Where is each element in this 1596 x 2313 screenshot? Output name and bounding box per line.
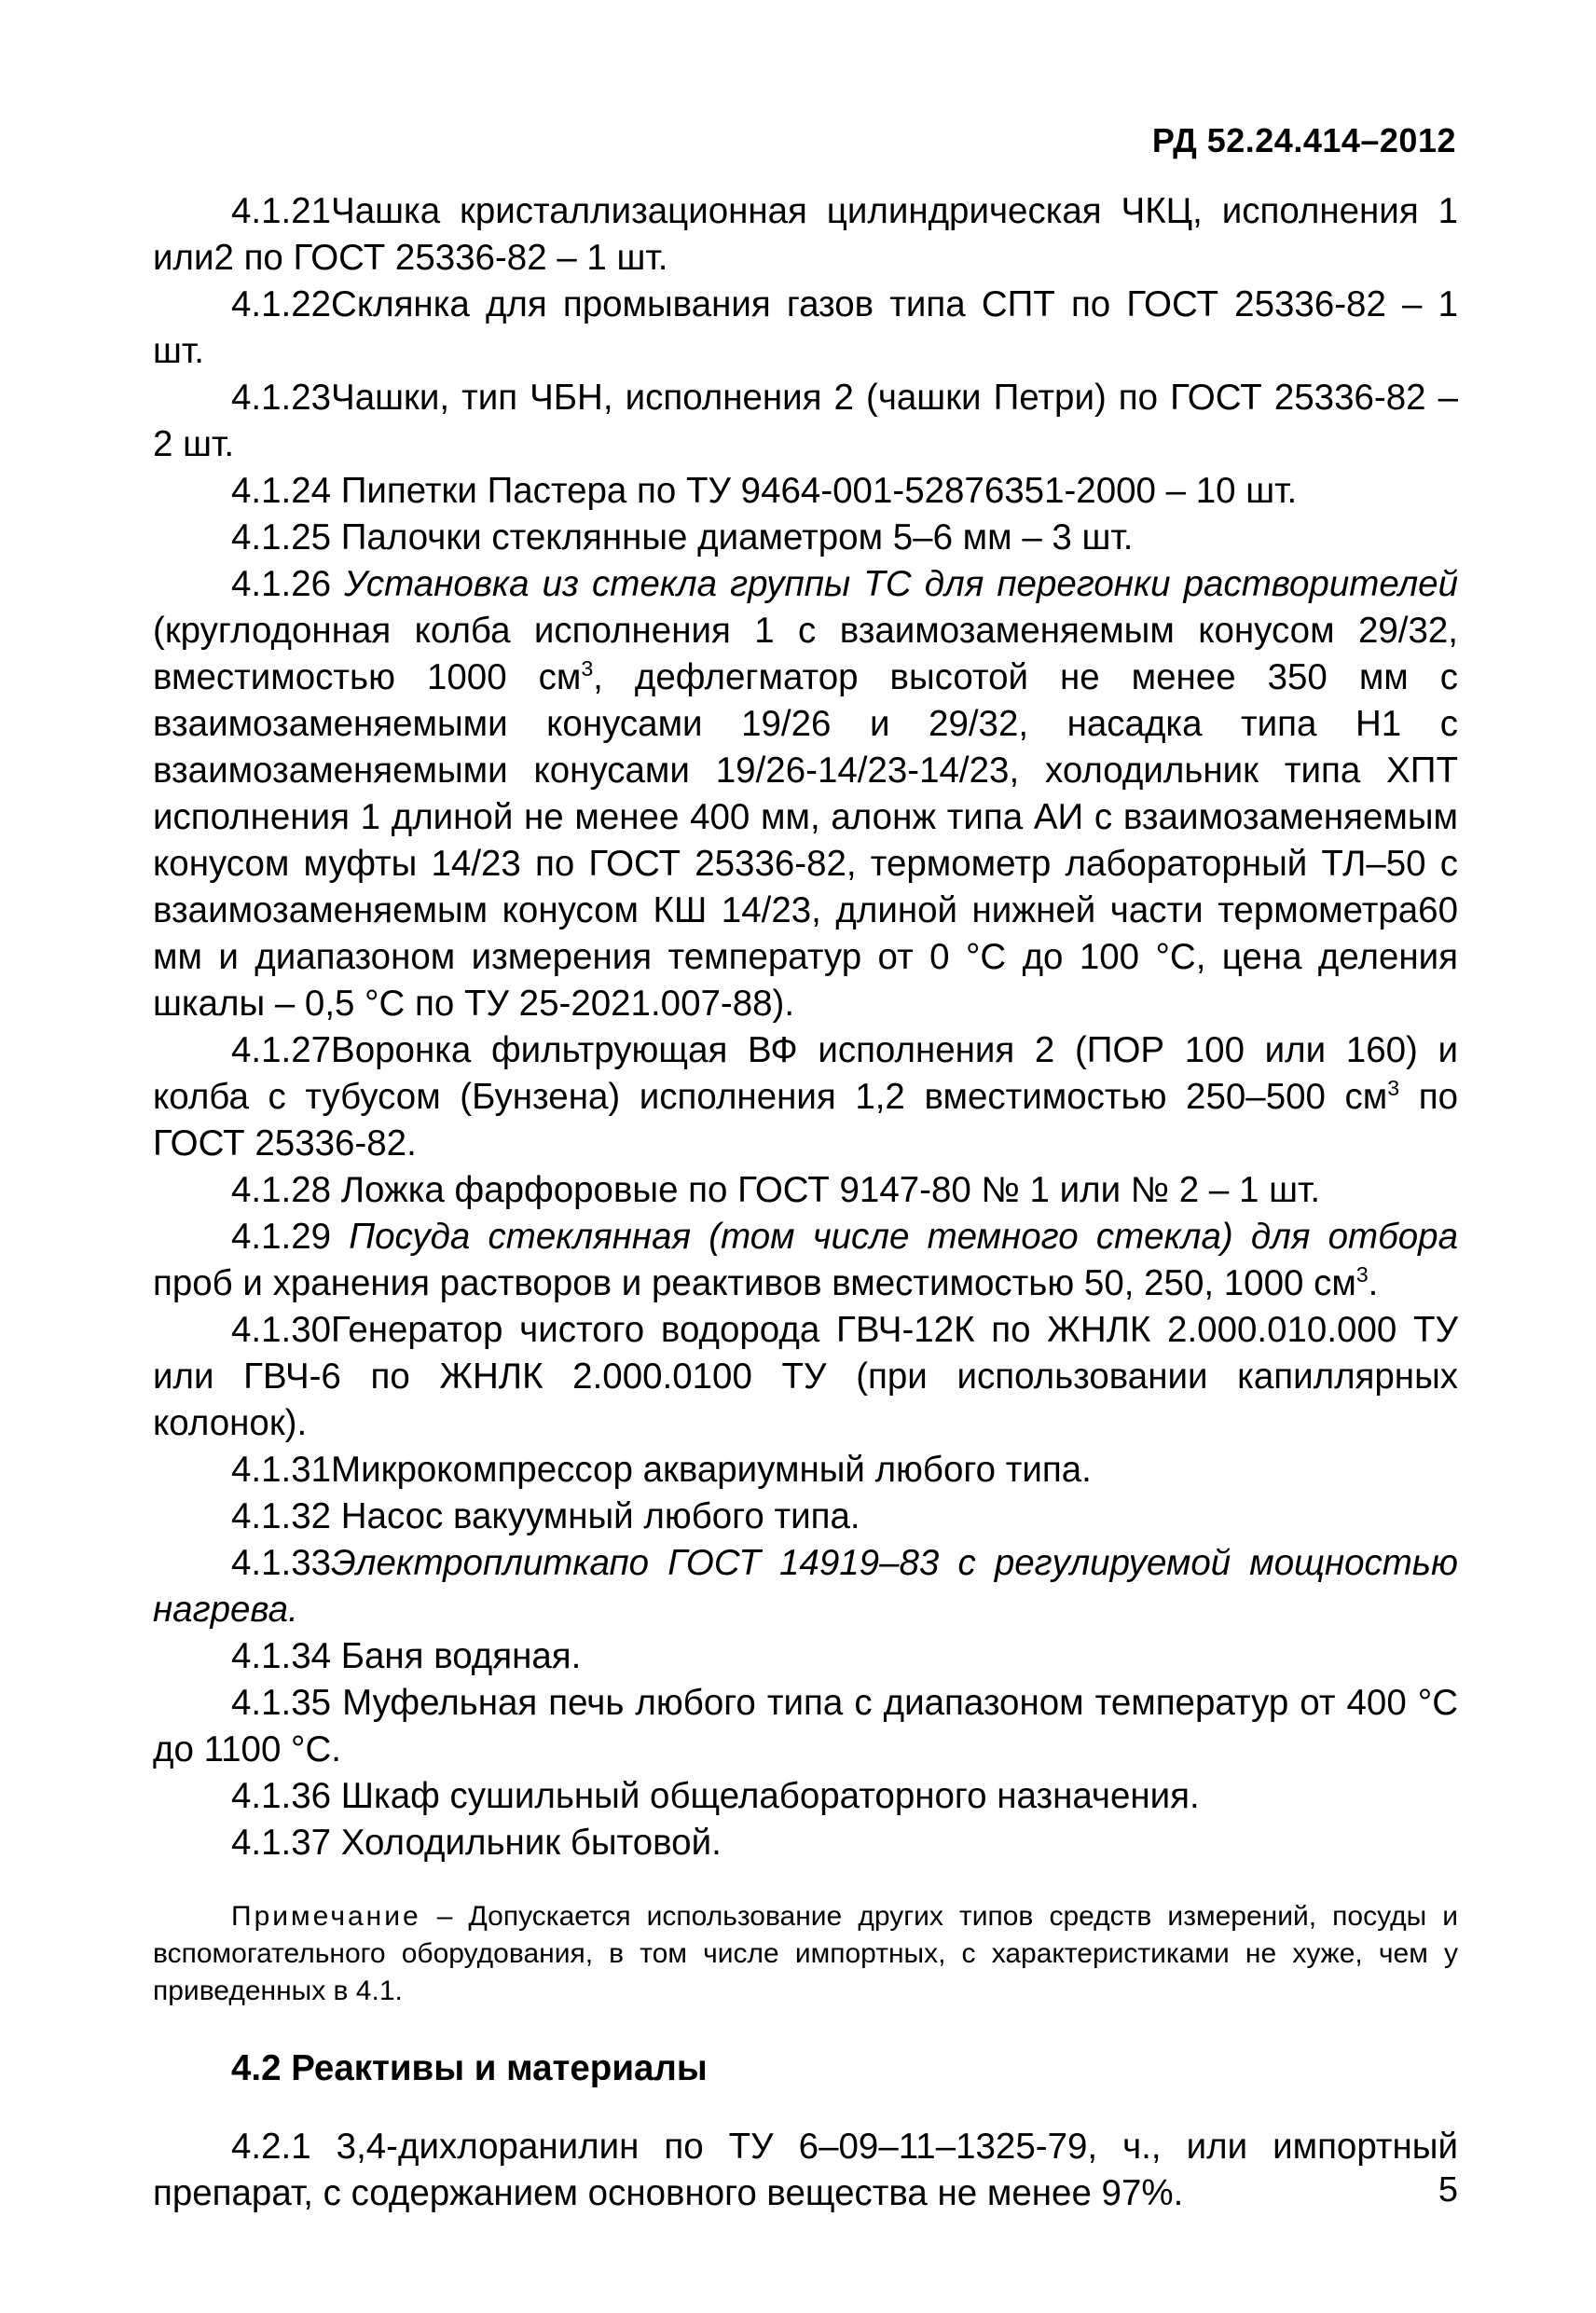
item-text-continued: , дефлегматор высотой не менее 350 мм с взаимозаменяемыми конусами 19/26 и 29/32, насадка типа Н1 с взаимозаменяемыми конусами 19/26-14/23-14/23, холодильник типа ХПТ исполнения 1 длиной не менее 400 мм, алонж типа АИ с взаимозаменяемым конусом муфты 14/23 по ГОСТ 25336-82, термометр лабораторный ТЛ–50 с взаимозаменяемым конусом КШ 14/23, длиной нижней части термометра60 мм и диапазоном измерения температур от 0 °С до 100 °С, цена деления шкалы – 0,5 °С по ТУ 25-2021.007-88). [153, 657, 1459, 1024]
superscript: 3 [1387, 1076, 1400, 1101]
document-code: РД 52.24.414–2012 [1151, 121, 1456, 159]
item-text: (круглодонная колба исполнения 1 с взаимозаменяемым конусом 29/32, вместимостью 1000 см [153, 611, 1458, 697]
item-text: 4.1.27Воронка фильтрующая ВФ исполнения 2 (ПОР 100 или 160) и колба с тубусом (Бунзена) исполнения 1,2 вместимостью 250–500 см [153, 1030, 1458, 1117]
list-item: 4.1.34 Баня водяная. [231, 1636, 582, 1676]
list-item [153, 1027, 1458, 1167]
list-item: 4.1.23Чашки, тип ЧБН, исполнения 2 (чашки Петри) по ГОСТ 25336-82 – 2 шт. [153, 378, 1458, 464]
list-item: 4.1.24 Пипетки Пастера по ТУ 9464-001-52876351-2000 – 10 шт. [231, 471, 1298, 511]
list-item [153, 1540, 1458, 1633]
list-item: 4.1.25 Палочки стеклянные диаметром 5–6 мм – 3 шт. [231, 517, 1134, 558]
page-number: 5 [1438, 2170, 1458, 2210]
item-italic-text: Электроплиткапо ГОСТ 14919–83 с регулируемой мощностью нагрева. [153, 1543, 1458, 1630]
list-item: 4.1.21Чашка кристаллизационная цилиндрическая ЧКЦ, исполнения 1 или2 по ГОСТ 25336-82 – 1 шт. [153, 191, 1458, 278]
note-label: Примечание [231, 1901, 421, 1932]
item-number: 4.1.26 [231, 564, 332, 604]
note-text: – Допускается использование других типов средств измерений, посуды и вспомогательного оборудования, в том числе импортных, с характеристиками не хуже, чем у приведенных в 4.1. [153, 1901, 1458, 2006]
item-number: 4.1.33 [231, 1543, 332, 1583]
item-text: проб и хранения растворов и реактивов вместимостью 50, 250, 1000 см [153, 1263, 1356, 1303]
item-italic-text: Посуда стеклянная (том числе темного стекла) для отбора [349, 1217, 1458, 1257]
item-number: 4.1.29 [231, 1217, 332, 1257]
list-item: 4.1.37 Холодильник бытовой. [231, 1823, 722, 1863]
list-item: 4.1.28 Ложка фарфоровые по ГОСТ 9147-80 № 1 или № 2 – 1 шт. [231, 1170, 1321, 1210]
list-item: 4.2.1 3,4-дихлоранилин по ТУ 6–09–11–1325-79, ч., или импортный препарат, с содержанием основного вещества не менее 97%. [153, 2127, 1458, 2213]
item-italic-text: Установка из стекла группы ТС для перегонки растворителей [344, 564, 1458, 604]
section-heading: 4.2 Реактивы и материалы [231, 2048, 708, 2088]
list-item: 4.1.30Генератор чистого водорода ГВЧ-12К по ЖНЛК 2.000.010.000 ТУ или ГВЧ-6 по ЖНЛК 2.000.0100 ТУ (при использовании капиллярных колонок). [153, 1310, 1458, 1443]
note-paragraph [153, 1898, 1458, 2010]
list-item: 4.1.32 Насос вакуумный любого типа. [231, 1496, 860, 1536]
list-item [153, 561, 1458, 1027]
list-item: 4.1.22Склянка для промывания газов типа СПТ по ГОСТ 25336-82 – 1 шт. [153, 284, 1458, 371]
item-text-continued: . [1368, 1263, 1379, 1303]
list-item [153, 1214, 1458, 1307]
list-item: 4.1.36 Шкаф сушильный общелабораторного назначения. [231, 1776, 1200, 1816]
list-item: 4.1.31Микрокомпрессор аквариумный любого типа. [231, 1450, 1092, 1490]
item-text-continued: по ГОСТ 25336-82. [153, 1077, 1458, 1163]
superscript: 3 [1355, 1262, 1369, 1287]
list-item: 4.1.35 Муфельная печь любого типа с диапазоном температур от 400 °С до 1100 °С. [153, 1683, 1458, 1769]
document-body [153, 188, 1458, 2217]
superscript: 3 [581, 656, 594, 682]
